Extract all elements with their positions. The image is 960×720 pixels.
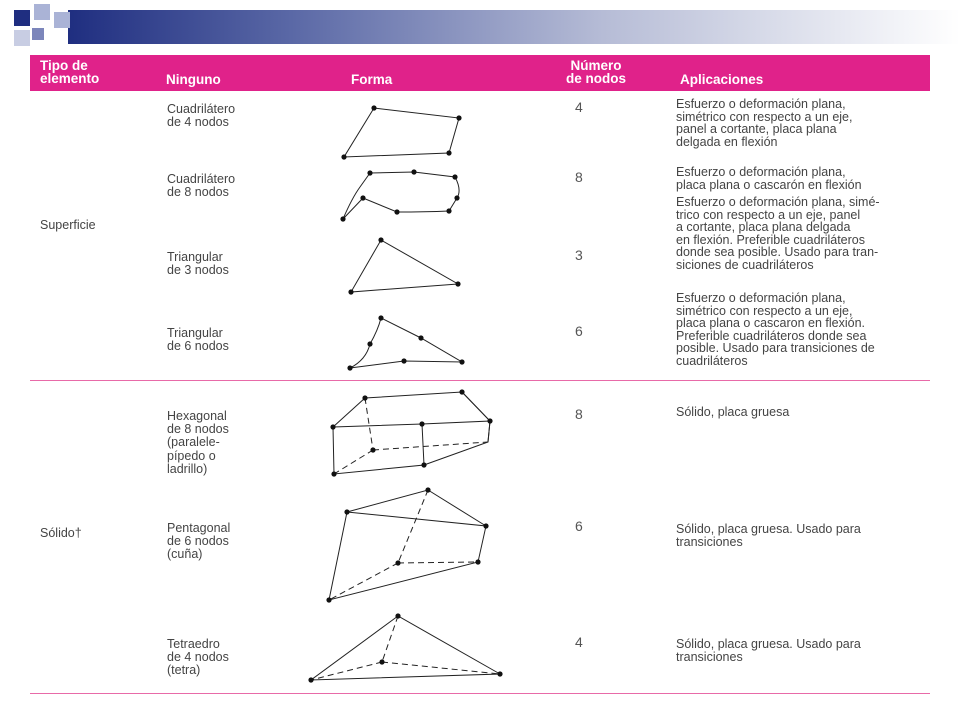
applications: Sólido, placa gruesa. Usado para transiciones: [676, 637, 861, 664]
node-count: 6: [575, 323, 583, 339]
element-name: Triangular de 3 nodos: [167, 250, 229, 278]
node-count: 8: [575, 169, 583, 185]
applications: Sólido, placa gruesa: [676, 405, 790, 419]
applications: Sólido, placa gruesa. Usado para transiciones: [676, 522, 861, 549]
element-name: Triangular de 6 nodos: [167, 326, 229, 354]
section-superficie: Superficie: [40, 218, 96, 232]
applications: Esfuerzo o deformación plana, placa plana o cascarón en flexión: [676, 165, 862, 192]
header-numero: Número de nodos: [566, 58, 626, 86]
element-name: Cuadrilátero de 8 nodos: [167, 172, 236, 200]
node-count: 4: [575, 634, 583, 650]
quad-4-node-shape: [344, 108, 459, 157]
element-name: Hexagonal de 8 nodos (paralele- pípedo o ladrillo): [167, 409, 229, 476]
header-forma: Forma: [351, 72, 393, 87]
header-ninguno: Ninguno: [166, 72, 221, 87]
node-count: 3: [575, 247, 583, 263]
node-count: 8: [575, 406, 583, 422]
tri-3-node-shape: [351, 240, 458, 292]
header-tipo: Tipo de elemento: [40, 58, 100, 86]
node-dots: [308, 105, 502, 682]
hexahedron-shape: [333, 392, 490, 474]
applications: Esfuerzo o deformación plana, simétrico con respecto a un eje, placa plana o cascaron en flexión. Preferible cuadriláteros donde sea posible. Usado para transiciones de cuadriláteros: [676, 291, 875, 368]
applications: Esfuerzo o deformación plana, simétrico con respecto a un eje, panel a cortante, placa plana delgada en flexión: [676, 97, 853, 149]
quad-8-node-shape: [343, 172, 459, 219]
tetrahedron-shape: [311, 616, 500, 680]
element-name: Tetraedro de 4 nodos (tetra): [167, 637, 229, 678]
element-name: Cuadrilátero de 4 nodos: [167, 102, 236, 130]
node-count: 4: [575, 99, 583, 115]
wedge-shape: [329, 490, 486, 600]
header-aplicaciones: Aplicaciones: [680, 72, 764, 87]
section-solido: Sólido†: [40, 526, 82, 540]
node-count: 6: [575, 518, 583, 534]
applications: Esfuerzo o deformación plana, simé- trico con respecto a un eje, panel a cortante, placa plana delgada en flexión. Preferible cuadriláteros donde sea posible. Usado para tran- siciones de cuadriláteros: [676, 195, 880, 272]
element-name: Pentagonal de 6 nodos (cuña): [167, 521, 231, 562]
